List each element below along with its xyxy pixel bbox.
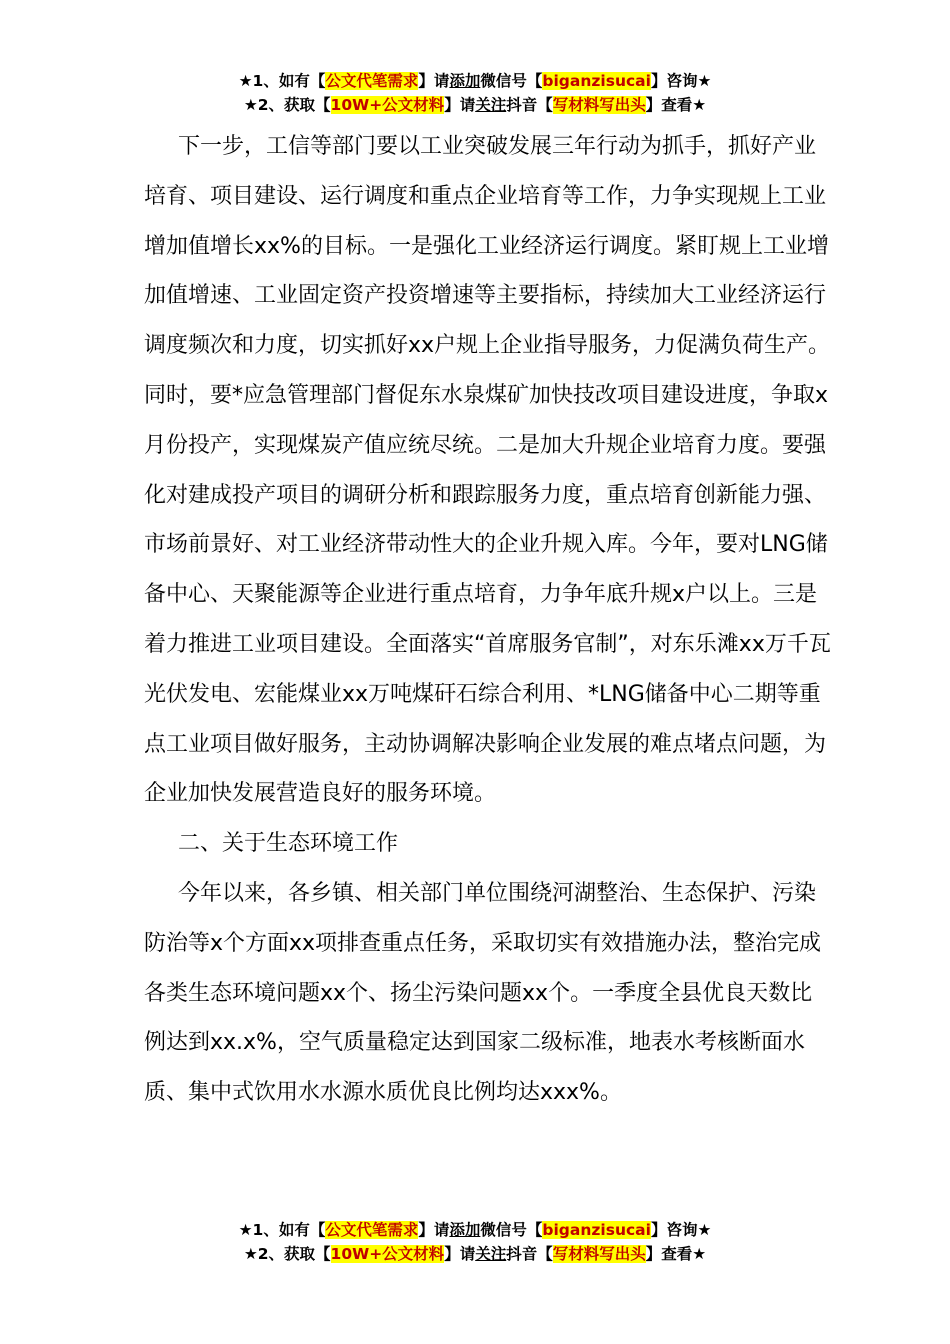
banner-text: 微信号【 (480, 72, 543, 90)
header-banner (0, 69, 950, 117)
banner-line-2 (0, 1242, 950, 1266)
banner-text: 】请 (418, 1221, 450, 1239)
banner-text: 】查看★ (645, 96, 707, 114)
banner-douyin-id: 写材料写出头 (552, 1245, 646, 1263)
banner-underlined-text: 关注 (475, 96, 507, 114)
banner-text: 微信号【 (480, 1221, 543, 1239)
banner-highlight: 10W+公文材料 (330, 1245, 445, 1263)
banner-underlined-text: 添加 (449, 72, 481, 90)
banner-text: ★1、如有【 (238, 72, 326, 90)
paragraph-industry: 下一步，工信等部门要以工业突破发展三年行动为抓手，抓好产业培育、项目建设、运行调度和重点企业培育等工作，力争实现规上工业增加值增长xx%的目标。一是强化工业经济运行调度。紧盯规上工业增加值增速、工业固定资产投资增速等主要指标，持续加大工业经济运行调度频次和力度，切实抓好xx户规上企业指导服务，力促满负荷生产。同时，要*应急管理部门督促东水泉煤矿加快技改项目建设进度，争取x月份投产，实现煤炭产值应统尽统。二是加大升规企业培育力度。要强化对建成投产项目的调研分析和跟踪服务力度，重点培育创新能力强、市场前景好、对工业经济带动性大的企业升规入库。今年，要对LNG储备中心、天聚能源等企业进行重点培育，力争年底升规x户以上。三是着力推进工业项目建设。全面落实“首席服务官制”，对东乐滩xx万千瓦光伏发电、宏能煤业xx万吨煤矸石综合利用、*LNG储备中心二期等重点工业项目做好服务，主动协调解决影响企业发展的难点堵点问题，为企业加快发展营造良好的服务环境。 (144, 134, 831, 807)
banner-text: ★1、如有【 (238, 1221, 326, 1239)
banner-highlight: 公文代笔需求 (325, 1221, 419, 1239)
banner-line-1 (0, 69, 950, 93)
document-body (144, 122, 834, 1118)
footer-banner (0, 1218, 950, 1266)
banner-douyin-id: 写材料写出头 (552, 96, 646, 114)
banner-text: ★2、获取【 (243, 96, 331, 114)
banner-text: 】查看★ (645, 1245, 707, 1263)
banner-underlined-text: 添加 (449, 1221, 481, 1239)
banner-line-1 (0, 1218, 950, 1242)
banner-text: 】咨询★ (650, 1221, 712, 1239)
banner-text: 】请 (444, 1245, 476, 1263)
banner-text: 】请 (444, 96, 476, 114)
banner-text: 抖音【 (506, 1245, 553, 1263)
banner-underlined-text: 关注 (475, 1245, 507, 1263)
banner-text: ★2、获取【 (243, 1245, 331, 1263)
banner-line-2 (0, 93, 950, 117)
banner-text: 抖音【 (506, 96, 553, 114)
banner-text: 】请 (418, 72, 450, 90)
banner-wechat-id: biganzisucai (542, 1221, 651, 1239)
banner-highlight: 10W+公文材料 (330, 96, 445, 114)
paragraph-ecology: 今年以来，各乡镇、相关部门单位围绕河湖整治、生态保护、污染防治等x个方面xx项排查重点任务，采取切实有效措施办法，整治完成各类生态环境问题xx个、扬尘污染问题xx个。一季度全县优良天数比例达到xx.x%，空气质量稳定达到国家二级标准，地表水考核断面水质、集中式饮用水水源水质优良比例均达xxx%。 (144, 880, 822, 1106)
banner-text: 】咨询★ (650, 72, 712, 90)
banner-highlight: 公文代笔需求 (325, 72, 419, 90)
section-heading-ecology: 二、关于生态环境工作 (178, 831, 399, 857)
banner-wechat-id: biganzisucai (542, 72, 651, 90)
